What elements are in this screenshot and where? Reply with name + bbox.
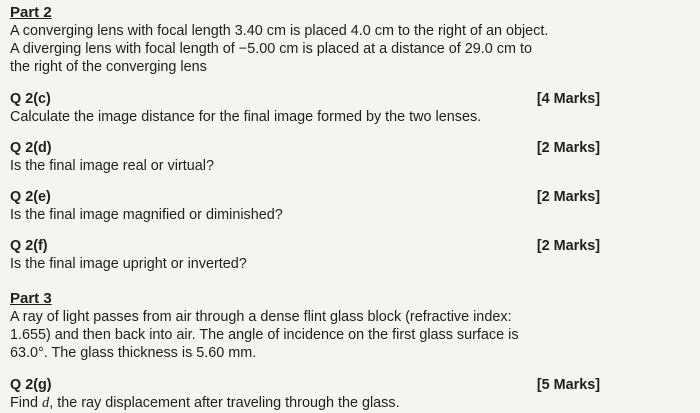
question-text-2g-before: Find xyxy=(10,395,42,411)
marks-2f: [2 Marks] xyxy=(536,238,600,254)
question-label-2d: Q 2(d) xyxy=(10,140,52,156)
question-text-2g xyxy=(10,394,400,412)
part2-line-1: A converging lens with focal length 3.40 cm is placed 4.0 cm to the right of an object. xyxy=(10,23,549,39)
question-label-2f: Q 2(f) xyxy=(10,238,48,254)
part3-title: Part 3 xyxy=(10,290,52,307)
question-text-2e: Is the final image magnified or diminished? xyxy=(10,207,283,223)
part3-line-1: A ray of light passes from air through a dense flint glass block (refractive index: xyxy=(10,309,512,325)
part3-line-3: 63.0°. The glass thickness is 5.60 mm. xyxy=(10,345,257,361)
question-text-2d: Is the final image real or virtual? xyxy=(10,158,214,174)
displacement-symbol: d xyxy=(42,395,50,411)
question-label-2e: Q 2(e) xyxy=(10,189,51,205)
part2-title: Part 2 xyxy=(10,4,52,21)
question-label-2g: Q 2(g) xyxy=(10,377,52,393)
part3-line-2: 1.655) and then back into air. The angle of incidence on the first glass surface is xyxy=(10,327,519,343)
question-text-2g-after: , the ray displacement after traveling through the glass. xyxy=(49,395,400,411)
question-text-2f: Is the final image upright or inverted? xyxy=(10,256,247,272)
marks-2c: [4 Marks] xyxy=(536,91,600,107)
question-label-2c: Q 2(c) xyxy=(10,91,51,107)
question-text-2c: Calculate the image distance for the final image formed by the two lenses. xyxy=(10,109,482,125)
part2-line-3: the right of the converging lens xyxy=(10,59,207,75)
marks-2e: [2 Marks] xyxy=(536,189,600,205)
marks-2g: [5 Marks] xyxy=(536,377,600,393)
marks-2d: [2 Marks] xyxy=(536,140,600,156)
part2-line-2: A diverging lens with focal length of −5.00 cm is placed at a distance of 29.0 cm to xyxy=(10,41,532,57)
